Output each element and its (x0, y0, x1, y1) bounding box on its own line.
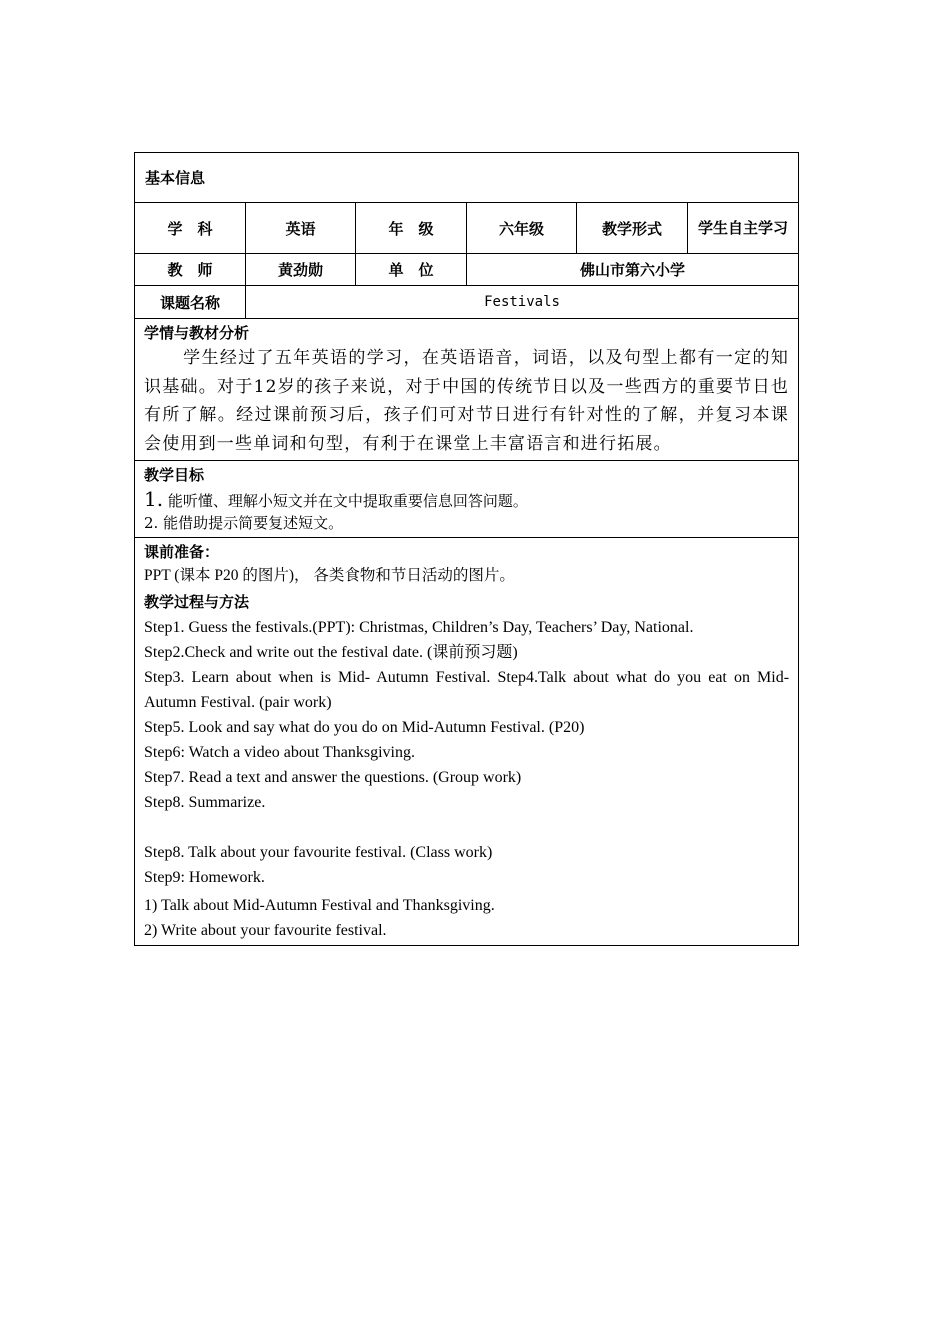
process-step: Step8. Talk about your favourite festival. (Class work) (144, 844, 493, 862)
process-step: Step2.Check and write out the festival date. (课前预习题) (144, 644, 518, 662)
subject-value: 英语 (246, 203, 356, 254)
analysis-cell (135, 319, 799, 461)
process-step: Step8. Summarize. (144, 794, 266, 812)
goal-item-1 (144, 488, 789, 512)
goal-item-text: 能听懂、理解小短文并在文中提取重要信息回答问题。 (167, 492, 528, 511)
goal-item-text: 能借助提示简要复述短文。 (163, 514, 344, 533)
info-row-2 (135, 254, 799, 286)
lesson-plan-table (134, 152, 799, 946)
unit-label: 单 位 (356, 254, 467, 286)
basic-info-row (135, 153, 799, 203)
goals-cell (135, 461, 799, 538)
homework-item: 1) Talk about Mid-Autumn Festival and Thanksgiving. (144, 897, 495, 915)
unit-value: 佛山市第六小学 (467, 254, 799, 286)
process-step: Step6: Watch a video about Thanksgiving. (144, 744, 415, 762)
analysis-row (135, 319, 799, 461)
goal-item-number: 2. (144, 514, 159, 533)
process-step: Step3. Learn about when is Mid- Autumn Festival. Step4.Talk about what do you eat on Mid-Autumn Festival. (pair work) (144, 669, 790, 712)
analysis-title: 学情与教材分析 (144, 324, 250, 342)
process-title: 教学过程与方法 (144, 593, 250, 612)
topic-label: 课题名称 (135, 286, 246, 319)
info-row-3 (135, 286, 799, 319)
process-step: Step1. Guess the festivals.(PPT): Christmas, Children’s Day, Teachers’ Day, National. (144, 619, 694, 637)
preparation-process-cell (135, 538, 799, 946)
process-step: Step7. Read a text and answer the questions. (Group work) (144, 769, 522, 787)
process-step: Step9: Homework. (144, 869, 265, 887)
teacher-label: 教 师 (135, 254, 246, 286)
basic-info-cell (135, 153, 799, 203)
teaching-form-label: 教学形式 (577, 203, 688, 254)
goal-item-2 (144, 512, 789, 534)
subject-label: 学 科 (135, 203, 246, 254)
goals-row (135, 461, 799, 538)
preparation-body: PPT (课本 P20 的图片)， 各类食物和节日活动的图片。 (144, 567, 515, 585)
blank-line (144, 815, 789, 840)
grade-label: 年 级 (356, 203, 467, 254)
lesson-plan-sheet (134, 152, 798, 946)
preparation-process-row (135, 538, 799, 946)
goal-item-number: 1. (144, 487, 164, 512)
process-step: Step5. Look and say what do you do on Mid-Autumn Festival. (P20) (144, 719, 585, 737)
info-row-1 (135, 203, 799, 254)
topic-value: Festivals (246, 286, 799, 319)
preparation-title: 课前准备： (144, 543, 220, 562)
basic-info-title: 基本信息 (145, 169, 206, 187)
grade-value: 六年级 (467, 203, 577, 254)
teaching-form-value: 学生自主学习 (688, 203, 799, 254)
goals-title: 教学目标 (144, 466, 205, 485)
teacher-value: 黄劲勋 (246, 254, 356, 286)
homework-item: 2) Write about your favourite festival. (144, 922, 387, 940)
analysis-body: 学生经过了五年英语的学习，在英语语音，词语，以及句型上都有一定的知识基础。对于12岁的孩子来说，对于中国的传统节日以及一些西方的重要节日也有所了解。经过课前预习后，孩子们可对节日进行有针对性的了解，并复习本课会使用到一些单词和句型，有利于在课堂上丰富语言和进行拓展。 (144, 348, 790, 454)
